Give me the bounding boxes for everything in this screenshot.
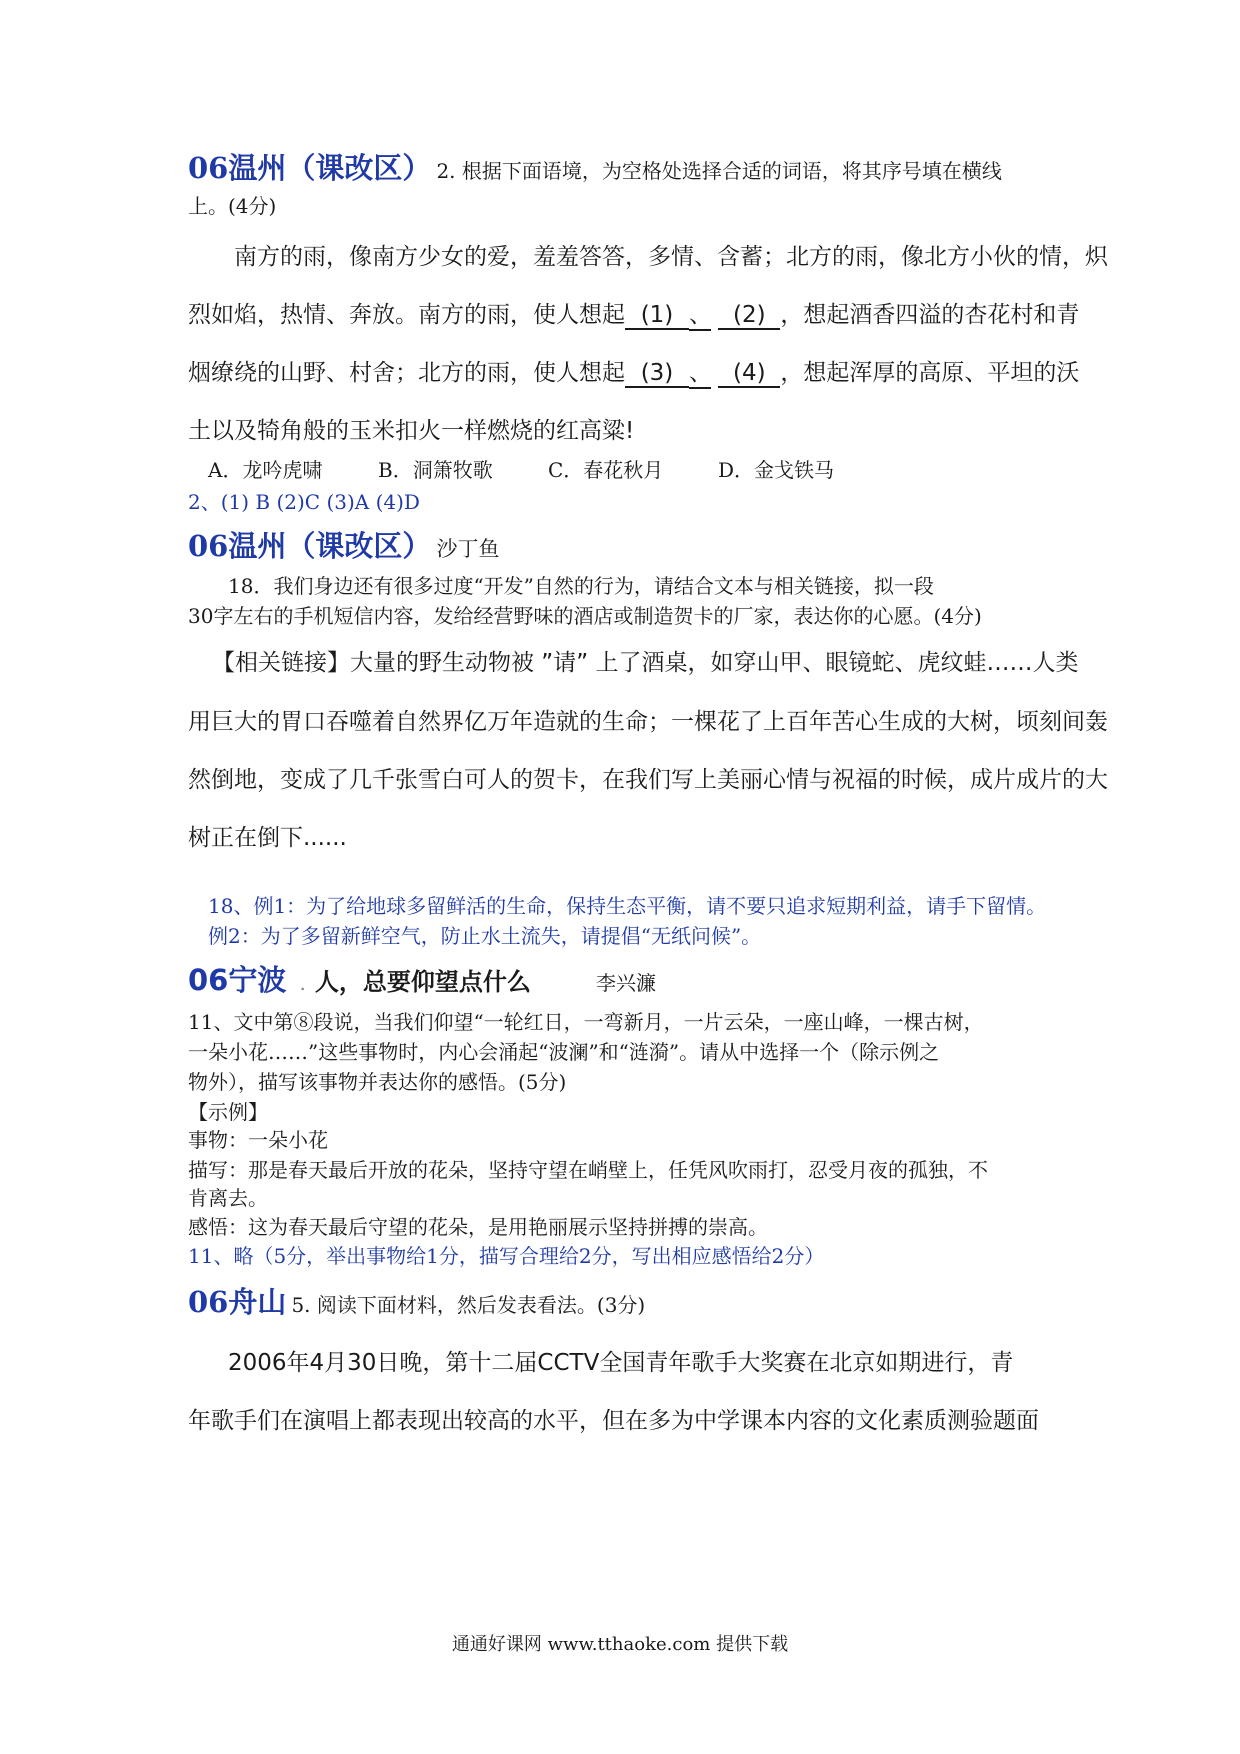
passage-line [188, 296, 1080, 331]
example-description: 描写：那是春天最后开放的花朵，坚持守望在峭壁上，任凭风吹雨打，忍受月夜的孤独，不 [188, 1158, 988, 1182]
dot-mark: . [299, 971, 306, 995]
question-text: 2. 根据下面语境，为空格处选择合适的词语，将其序号填在横线 [436, 159, 1002, 183]
section-wenzhou-q18 [188, 524, 1058, 565]
blank-sep: 、 [689, 296, 711, 331]
passage-text: 烟缭绕的山野、村舍；北方的雨，使人想起 [188, 360, 625, 386]
passage-line: 用巨大的胃口吞噬着自然界亿万年造就的生命；一棵花了上百年苦心生成的大树，顷刻间轰 [188, 709, 1108, 735]
section-heading: 06温州（课改区） [188, 151, 432, 185]
section-zhoushan [188, 1280, 1058, 1321]
question-text: 11、文中第⑧段说，当我们仰望“一轮红日，一弯新月，一片云朵，一座山峰，一棵古树， [188, 1010, 984, 1034]
answer-line: 11、略（5分，举出事物给1分，描写合理给2分，写出相应感悟给2分） [188, 1244, 825, 1268]
blank-1: (1) [625, 302, 689, 330]
answer-line: 18、例1：为了给地球多留鲜活的生命，保持生态平衡，请不要只追求短期利益，请手下留情。 [208, 894, 1047, 918]
answer-line: 2、(1) B (2)C (3)A (4)D [188, 490, 420, 514]
article-author: 李兴濂 [596, 971, 656, 995]
footer-text: 通通好课网 www.tthaoke.com 提供下载 [451, 1634, 789, 1655]
example-label: 【示例】 [188, 1100, 268, 1124]
section-heading: 06宁波 [188, 963, 287, 997]
passage-line [188, 354, 1080, 389]
article-title: 人，总要仰望点什么 [314, 968, 531, 996]
passage-line: 【相关链接】大量的野生动物被 ”请” 上了酒桌，如穿山甲、眼镜蛇、虎纹蛙……人类 [212, 650, 1079, 676]
passage-line: 然倒地，变成了几千张雪白可人的贺卡，在我们写上美丽心情与祝福的时候，成片成片的大 [188, 767, 1108, 793]
option-b: B．洞箫牧歌 [378, 458, 493, 482]
question-text-cont: 30字左右的手机短信内容，发给经营野味的酒店或制造贺卡的厂家，表达你的心愿。(4分) [188, 604, 982, 628]
passage-line: 2006年4月30日晚，第十二届CCTV全国青年歌手大奖赛在北京如期进行，青 [228, 1350, 1014, 1376]
example-feeling: 感悟：这为春天最后守望的花朵，是用艳丽展示坚持拼搏的崇高。 [188, 1215, 768, 1239]
section-wenzhou-q2 [188, 146, 1058, 219]
example-description-cont: 肯离去。 [188, 1186, 268, 1210]
blank-2: (2) [718, 302, 780, 330]
blank-4: (4) [718, 360, 780, 388]
blank-sep: 、 [689, 354, 711, 389]
answer-line: 例2：为了多留新鲜空气，防止水土流失，请提倡“无纸问候”。 [208, 924, 762, 948]
passage-text: 烈如焰，热情、奔放。南方的雨，使人想起 [188, 302, 625, 328]
passage-line: 树正在倒下...... [188, 825, 347, 851]
question-text: 5. 阅读下面材料，然后发表看法。(3分) [291, 1293, 646, 1317]
option-a: A．龙吟虎啸 [208, 458, 323, 482]
section-heading: 06舟山 [188, 1285, 287, 1319]
example-thing: 事物：一朵小花 [188, 1128, 328, 1152]
question-text: 18．我们身边还有很多过度“开发”自然的行为，请结合文本与相关链接，拟一段 [228, 574, 934, 598]
passage-line: 南方的雨，像南方少女的爱，羞羞答答，多情、含蓄；北方的雨，像北方小伙的情，炽 [234, 244, 1108, 270]
article-title: 沙丁鱼 [436, 537, 500, 561]
passage-line: 年歌手们在演唱上都表现出较高的水平，但在多为中学课本内容的文化素质测验题面 [188, 1408, 1039, 1434]
section-heading: 06温州（课改区） [188, 529, 432, 563]
passage-text: ，想起浑厚的高原、平坦的沃 [780, 360, 1080, 386]
options-row [208, 454, 1078, 486]
passage-line: 土以及犄角般的玉米扣火一样燃烧的红高粱! [188, 418, 635, 444]
question-text-cont: 上。(4分) [188, 194, 277, 218]
section-ningbo [188, 958, 1058, 999]
question-text: 一朵小花……”这些事物时，内心会涌起“波澜”和“涟漪”。请从中选择一个（除示例之 [188, 1040, 940, 1064]
passage-text: ，想起酒香四溢的杏花村和青 [780, 302, 1080, 328]
option-d: D．金戈铁马 [718, 458, 835, 482]
option-c: C．春花秋月 [548, 458, 664, 482]
blank-3: (3) [625, 360, 689, 388]
question-text: 物外），描写该事物并表达你的感悟。(5分) [188, 1070, 567, 1094]
